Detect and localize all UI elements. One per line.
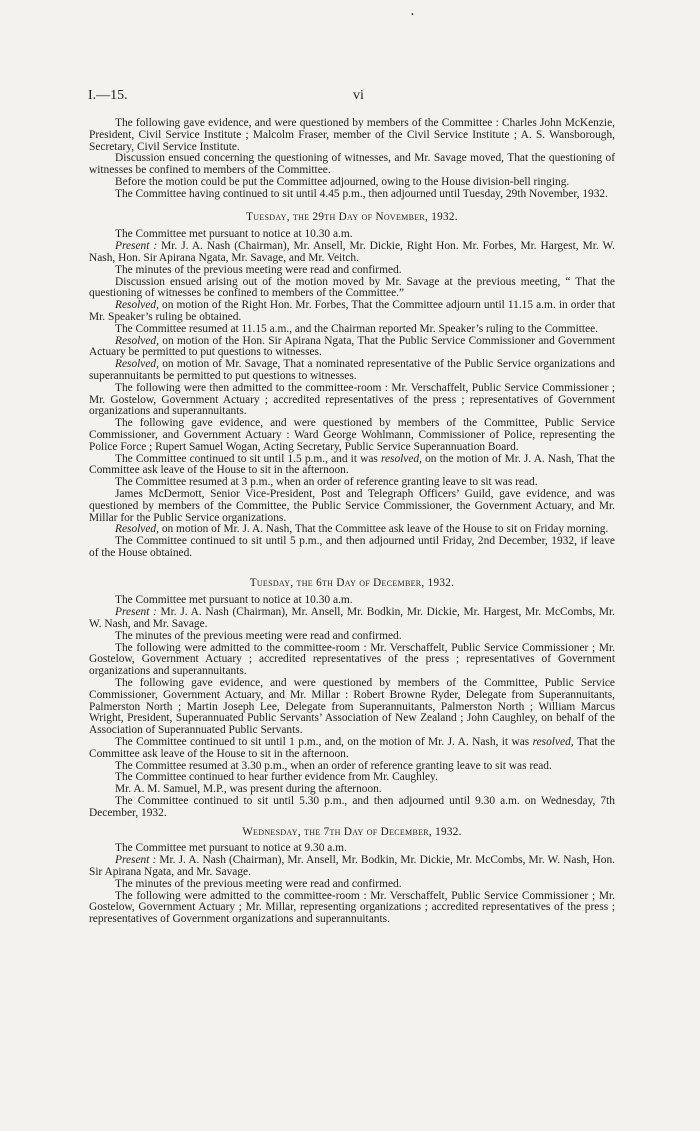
- paragraph: Discussion ensued concerning the questioning of witnesses, and Mr. Savage moved, That the questioning of witnesses be confined to members of the Committee.: [89, 152, 615, 177]
- paragraph: The following gave evidence, and were questioned by members of the Committee : Charles John McKenzie, President, Civil Service Institute ; Malcolm Fraser, member of the Civil Service Institute ; A. S. Wansborough, Secretary, Civil Service Institute.: [89, 117, 615, 153]
- paragraph-text: The Committee continued to sit until 1.5 p.m., and it was: [115, 452, 381, 465]
- paragraph: The minutes of the previous meeting were read and confirmed.: [115, 629, 402, 642]
- paragraph: The Committee continued to hear further evidence from Mr. Caughley.: [115, 771, 438, 784]
- paragraph-text: That the Committee ask leave of the House to sit in the afternoon.: [89, 736, 616, 760]
- paragraph: The Committee resumed at 3 p.m., when an order of reference granting leave to sit was read.: [115, 476, 538, 489]
- paragraph: The Committee met pursuant to notice at 9.30 a.m.: [115, 842, 347, 855]
- paragraph: [89, 855, 615, 879]
- paragraph: The minutes of the previous meeting were read and confirmed.: [115, 877, 402, 890]
- paragraph: The Committee met pursuant to notice at 10.30 a.m.: [115, 228, 353, 241]
- paragraph: Mr. A. M. Samuel, M.P., was present during the afternoon.: [115, 783, 382, 796]
- body-text: [89, 118, 615, 926]
- scan-mark: •: [411, 10, 414, 19]
- paragraph-text: on the motion of Mr. J. A. Nash, That the Committee ask leave of the House to sit in the afternoon.: [89, 452, 615, 477]
- resolved-label: Resolved,: [115, 358, 159, 371]
- paragraph: [89, 359, 615, 383]
- resolution-text: on motion of the Hon. Sir Apirana Ngata, That the Public Service Commissioner and Government Actuary be permitted to put questions to witnesses.: [89, 334, 615, 359]
- present-label: Present :: [115, 606, 157, 619]
- present-list: Mr. J. A. Nash (Chairman), Mr. Ansell, Mr. Bodkin, Mr. Dickie, Mr. Hargest, Mr. McCombs, Mr. W. Nash, and Mr. Savage.: [89, 606, 615, 631]
- paragraph: James McDermott, Senior Vice-President, Post and Telegraph Officers’ Guild, gave evidence, and was questioned by members of the Committee, the Public Service Commissioner, the Government Actuary, and Mr. Millar for the Public Service organizations.: [89, 487, 615, 524]
- paragraph: The Committee having continued to sit until 4.45 p.m., then adjourned until Tuesday, 29th November, 1932.: [115, 187, 608, 200]
- paragraph-text: The Committee continued to sit until 1 p.m., and, on the motion of Mr. J. A. Nash, it was: [115, 736, 533, 749]
- paragraph: The Committee met pursuant to notice at 10.30 a.m.: [115, 594, 353, 607]
- section-heading: Tuesday, the 29th Day of November, 1932.: [246, 210, 458, 223]
- present-list: Mr. J. A. Nash (Chairman), Mr. Ansell, Mr. Bodkin, Mr. Dickie, Mr. McCombs, Mr. W. Nash, Hon. Sir Apirana Ngata, and Mr. Savage.: [89, 854, 615, 879]
- paragraph: [89, 607, 615, 631]
- paragraph: The minutes of the previous meeting were read and confirmed.: [115, 263, 402, 276]
- resolved-label: resolved,: [532, 736, 574, 749]
- paragraph: The following gave evidence, and were questioned by members of the Committee, Public Service Commissioner, Government Actuary, and Mr. Millar : Robert Browne Ryder, Delegate from Superannuitants, Palmerston North ; Martin Joseph Lee, Delegate from Superannuitants, Palmerston North ; William Marcus Wright, President, Superannuated Public Servants’ Association of New Zealand ; John Caughley, on behalf of the Association of Superannuated Public Servants.: [89, 677, 615, 737]
- resolved-label: Resolved,: [115, 299, 159, 312]
- document-reference: I.—15.: [88, 88, 128, 103]
- page-header: [88, 88, 608, 108]
- resolution-text: on motion of Mr. J. A. Nash, That the Committee ask leave of the House to sit on Friday morning.: [158, 523, 609, 536]
- resolution-text: on motion of the Right Hon. Mr. Forbes, That the Committee adjourn until 11.15 a.m. in order that Mr. Speaker’s ruling be obtained.: [89, 299, 615, 323]
- page-number: vi: [353, 88, 364, 103]
- present-label: Present :: [115, 240, 158, 253]
- paragraph: [89, 336, 615, 360]
- resolution-text: on motion of Mr. Savage, That a nominated representative of the Public Service organizations and superannuitants be permitted to put questions to witnesses.: [89, 358, 615, 382]
- paragraph: [89, 241, 615, 265]
- resolved-label: Resolved,: [115, 523, 159, 536]
- present-label: Present :: [115, 854, 157, 867]
- paragraph: [89, 454, 615, 478]
- present-list: Mr. J. A. Nash (Chairman), Mr. Ansell, Mr. Dickie, Right Hon. Mr. Forbes, Mr. Hargest, Mr. W. Nash, Hon. Sir Apirana Ngata, Mr. Savage, and Mr. Veitch.: [89, 240, 616, 264]
- paragraph: Before the motion could be put the Committee adjourned, owing to the House division-bell ringing.: [115, 175, 570, 188]
- paragraph: The following were then admitted to the committee-room : Mr. Verschaffelt, Public Service Commissioner ; Mr. Gostelow, Government Actuary ; accredited representatives of the press ; representatives of Government organizations and superannuitants.: [89, 381, 615, 418]
- paragraph: [89, 300, 615, 324]
- paragraph: Discussion ensued arising out of the motion moved by Mr. Savage at the previous meeting, “ That the questioning of witnesses be confined to members of the Committee.”: [89, 275, 615, 300]
- resolved-label: resolved,: [380, 452, 422, 465]
- paragraph: [89, 737, 615, 761]
- paragraph: The following were admitted to the committee-room : Mr. Verschaffelt, Public Service Commissioner ; Mr. Gostelow, Government Actuary ; accredited representatives of the press ; representatives of Government organizations and superannuitants.: [89, 641, 615, 678]
- resolved-label: Resolved,: [115, 334, 159, 347]
- section-heading: Wednesday, the 7th Day of December, 1932.: [242, 825, 462, 838]
- paragraph: The Committee resumed at 11.15 a.m., and the Chairman reported Mr. Speaker’s ruling to the Committee.: [115, 322, 599, 335]
- paragraph: The following gave evidence, and were questioned by members of the Committee, Public Service Commissioner, and Government Actuary : Ward George Wohlmann, Commissioner of Police, representing the Police Force ; Rupert Samuel Wogan, Acting Secretary, Public Service Superannuation Board.: [89, 417, 615, 453]
- paragraph: The following were admitted to the committee-room : Mr. Verschaffelt, Public Service Commissioner ; Mr. Gostelow, Government Actuary ; Mr. Millar, representing organizations ; accredited representatives of the press ; representatives of Government organizations and superannuitants.: [89, 889, 615, 926]
- paragraph: The Committee continued to sit until 5 p.m., and then adjourned until Friday, 2nd December, 1932, if leave of the House obtained.: [89, 535, 615, 559]
- section-heading: Tuesday, the 6th Day of December, 1932.: [249, 576, 455, 589]
- paragraph: The Committee resumed at 3.30 p.m., when an order of reference granting leave to sit was read.: [115, 759, 552, 772]
- paragraph: The Committee continued to sit until 5.30 p.m., and then adjourned until 9.30 a.m. on Wednesday, 7th December, 1932.: [89, 795, 615, 819]
